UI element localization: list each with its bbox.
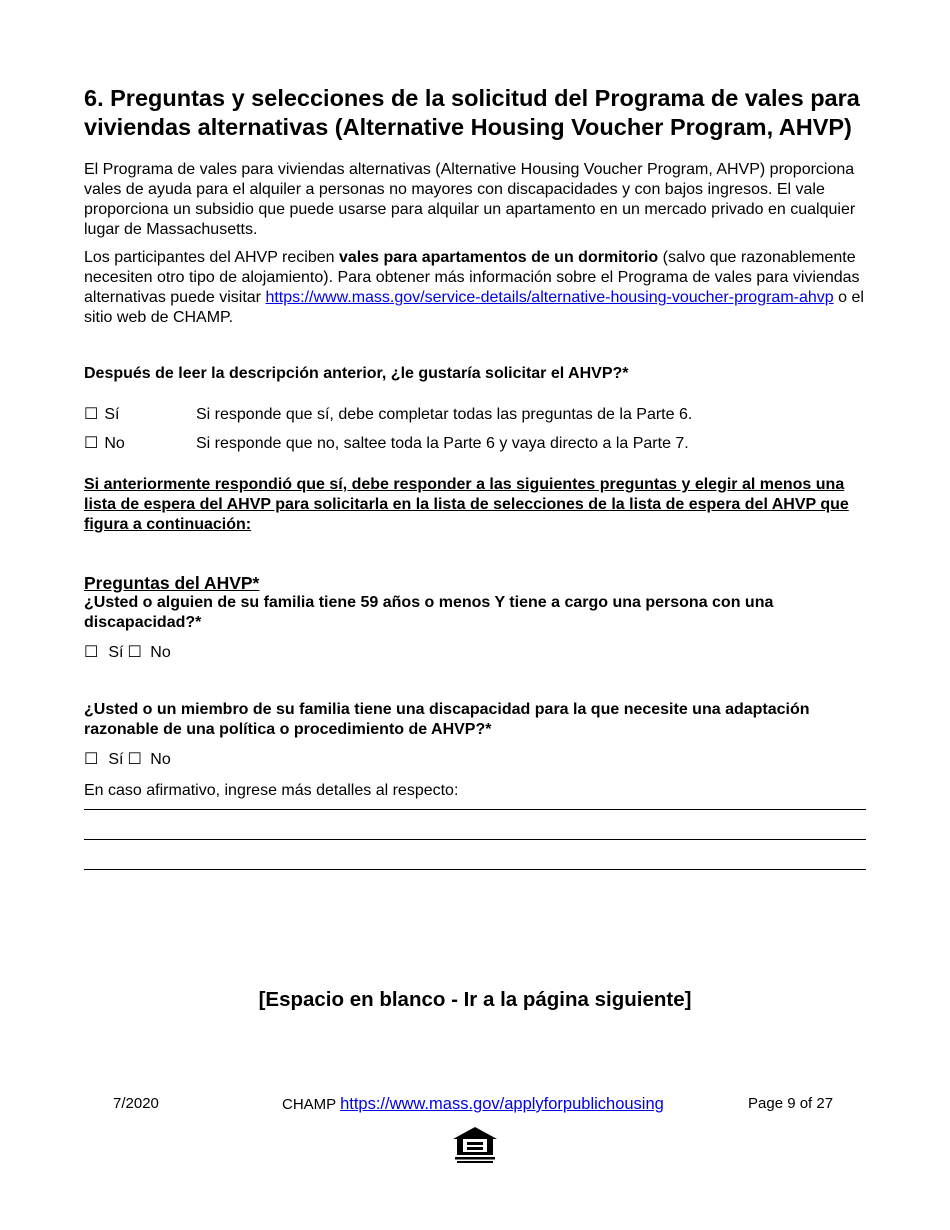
page-footer — [0, 1095, 950, 1115]
q1-answer-row — [84, 643, 866, 663]
checkbox-icon: ☐ — [84, 435, 99, 452]
q2-answer-row — [84, 750, 866, 770]
document-page — [84, 84, 866, 870]
ahvp-info-link[interactable]: https://www.mass.gov/service-details/alternative-housing-voucher-program-ahvp — [265, 289, 834, 306]
participants-bold-text: vales para apartamentos de un dormitorio — [338, 249, 659, 266]
ahvp-questions-title: Preguntas del AHVP* — [84, 573, 260, 593]
equal-housing-opportunity-icon — [451, 1125, 499, 1165]
q2-no-label: No — [150, 751, 171, 768]
blank-space-notice: [Espacio en blanco - Ir a la página siguiente] — [258, 988, 692, 1011]
apply-option-yes — [84, 405, 866, 425]
apply-question: Después de leer la descripción anterior, ¿le gustaría solicitar el AHVP?* — [84, 365, 629, 382]
checkbox-icon: ☐ — [84, 644, 99, 661]
details-label: En caso afirmativo, ingrese más detalles al respecto: — [84, 782, 459, 799]
participants-text-end: o el sitio web de CHAMP. — [84, 289, 864, 326]
q2-yes-checkbox[interactable] — [84, 751, 127, 768]
q1-yes-label: Sí — [108, 644, 124, 661]
details-line-1[interactable] — [84, 809, 866, 810]
checkbox-icon: ☐ — [84, 751, 99, 768]
footer-date: 7/2020 — [113, 1095, 159, 1112]
q2-no-checkbox[interactable] — [127, 751, 170, 768]
footer-link[interactable]: https://www.mass.gov/applyforpublichousing — [340, 1095, 664, 1113]
apply-no-checkbox[interactable] — [84, 434, 196, 454]
section-heading: 6. Preguntas y selecciones de la solicitud del Programa de vales para viviendas alternativas (Alternative Housing Voucher Program, AHVP) — [84, 85, 860, 140]
apply-option-no — [84, 434, 866, 454]
question-reasonable-accommodation: ¿Usted o un miembro de su familia tiene una discapacidad para la que necesite una adaptación razonable de una política o procedimiento de AHVP?* — [84, 701, 810, 738]
q1-yes-checkbox[interactable] — [84, 644, 127, 661]
participants-text-after: (salvo que razonablemente necesiten otro tipo de alojamiento). Para obtener más información sobre el Programa de vales para viviendas alternativas puede visitar — [84, 249, 860, 306]
question-age-disability: ¿Usted o alguien de su familia tiene 59 años o menos Y tiene a cargo una persona con una discapacidad?* — [84, 594, 774, 631]
footer-org-name: CHAMP — [282, 1096, 341, 1113]
checkbox-icon: ☐ — [127, 644, 142, 661]
q2-yes-label: Sí — [108, 751, 124, 768]
checkbox-icon: ☐ — [84, 406, 99, 423]
apply-yes-label: Sí — [104, 406, 120, 423]
participants-paragraph — [84, 248, 866, 328]
intro-paragraph: El Programa de vales para viviendas alternativas (Alternative Housing Voucher Program, AHVP) proporciona vales de ayuda para el alquiler a personas no mayores con discapacidades y con bajos ingresos. El vale proporciona un subsidio que puede usarse para alquilar un apartamento en un mercado privado en cualquier lugar de Massachusetts. — [84, 161, 856, 238]
q1-no-checkbox[interactable] — [127, 644, 170, 661]
details-line-2[interactable] — [84, 839, 866, 840]
apply-yes-description: Si responde que sí, debe completar todas las preguntas de la Parte 6. — [196, 406, 693, 423]
participants-text-before: Los participantes del AHVP reciben — [84, 249, 339, 266]
footer-page-number: Page 9 of 27 — [748, 1095, 834, 1112]
checkbox-icon: ☐ — [127, 751, 142, 768]
apply-yes-checkbox[interactable] — [84, 405, 196, 425]
footer-org — [282, 1095, 664, 1114]
instructions-notice: Si anteriormente respondió que sí, debe responder a las siguientes preguntas y elegir al menos una lista de espera del AHVP para solicitarla en la lista de selecciones de la lista de espera del AHVP que figura a continuación: — [84, 476, 849, 533]
details-line-3[interactable] — [84, 869, 866, 870]
apply-no-label: No — [104, 435, 125, 452]
q1-no-label: No — [150, 644, 171, 661]
apply-no-description: Si responde que no, saltee toda la Parte 6 y vaya directo a la Parte 7. — [196, 435, 689, 452]
